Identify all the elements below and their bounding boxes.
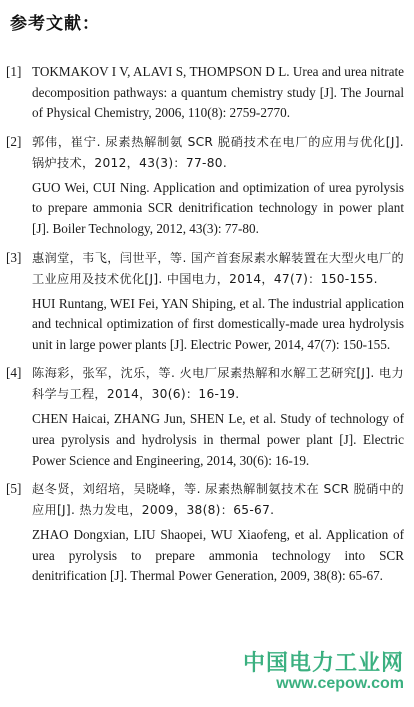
reference-item <box>6 479 404 587</box>
reference-zh: 赵冬贤，刘绍培，吴晓峰，等. 尿素热解制氨技术在 SCR 脱硝中的应用[J]. 热力发电，2009，38(8)：65-67. <box>32 482 404 518</box>
reference-body <box>32 363 404 471</box>
site-watermark <box>243 646 404 693</box>
reference-en: TOKMAKOV I V, ALAVI S, THOMPSON D L. Urea and urea nitrate decomposition pathways: a quantum chemistry study [J]. The Journal of Physical Chemistry, 2006, 110(8): 2759-2770. <box>32 64 404 121</box>
reference-number: [4] <box>6 365 22 381</box>
reference-en: GUO Wei, CUI Ning. Application and optimization of urea pyrolysis to prepare ammonia SCR denitrification technology in power plant [J]. Boiler Technology, 2012, 43(3): 77-80. <box>32 179 404 236</box>
reference-item <box>6 62 404 124</box>
reference-en: CHEN Haicai, ZHANG Jun, SHEN Le, et al. Study of technology of urea pyrolysis and hydrolysis in thermal power plant [J]. Electric Power Science and Engineering, 2014, 30(6): 16-19. <box>32 411 404 468</box>
reference-zh: 陈海彩，张军，沈乐，等. 火电厂尿素热解和水解工艺研究[J]. 电力科学与工程，2014，30(6)：16-19. <box>32 366 404 402</box>
reference-zh: 惠润堂，韦飞，闫世平，等. 国产首套尿素水解装置在大型火电厂的工业应用及技术优化[J]. 中国电力，2014，47(7)：150-155. <box>32 250 404 286</box>
watermark-url: www.cepow.com <box>276 675 404 692</box>
reference-number: [1] <box>6 64 22 79</box>
page-title: 参考文献： <box>10 14 100 34</box>
reference-body <box>32 132 404 240</box>
reference-en: ZHAO Dongxian, LIU Shaopei, WU Xiaofeng, et al. Application of urea pyrolysis to prepare ammonia technology into SCR denitrification [J]. Thermal Power Generation, 2009, 38(8): 65-67. <box>32 527 404 584</box>
reference-body <box>32 479 404 587</box>
reference-zh: 郭伟，崔宁. 尿素热解制氨 SCR 脱硝技术在电厂的应用与优化[J]. 锅炉技术，2012，43(3)：77-80. <box>32 134 404 170</box>
watermark-name: 中国电力工业网 <box>242 651 404 676</box>
reference-list <box>6 62 404 595</box>
reference-number: [3] <box>6 249 22 265</box>
reference-body <box>32 62 404 124</box>
reference-body <box>32 248 404 356</box>
reference-number: [5] <box>6 481 22 497</box>
reference-item <box>6 363 404 471</box>
reference-number: [2] <box>6 133 22 149</box>
reference-item <box>6 132 404 240</box>
reference-item <box>6 248 404 356</box>
reference-en: HUI Runtang, WEI Fei, YAN Shiping, et al. The industrial application and technical optimization of first domestically-made urea hydrolysis unit in large power plants [J]. Electric Power, 2014, 47(7): 150-155. <box>32 295 404 352</box>
